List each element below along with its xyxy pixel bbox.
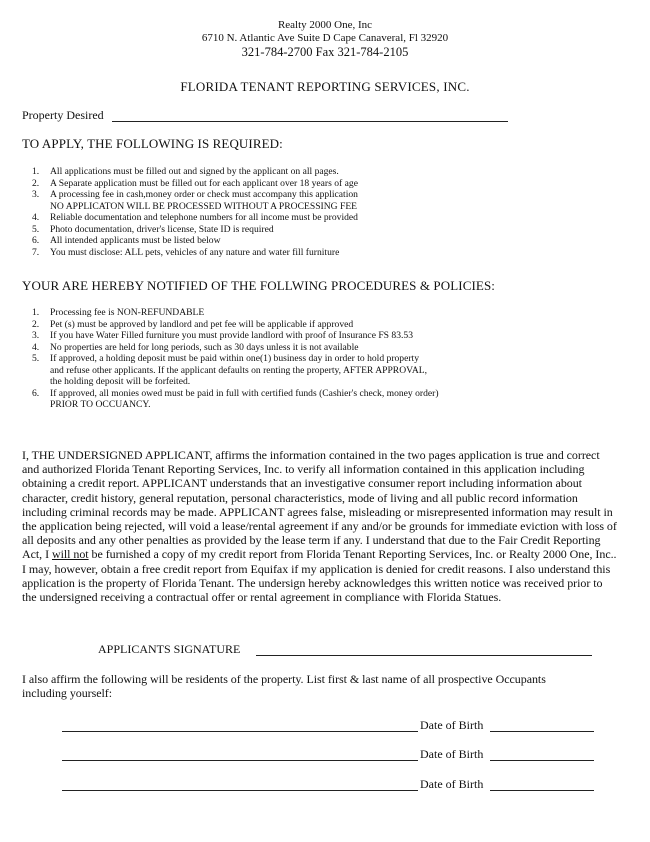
company-phone-fax: 321-784-2700 Fax 321-784-2105: [241, 45, 409, 59]
occupants-intro: I also affirm the following will be residents of the property. List first & last name of all prospective Occupants including yourself:: [22, 672, 546, 701]
list-item: 1. Processing fee is NON-REFUNDABLE: [32, 307, 205, 318]
dob-field[interactable]: [490, 760, 594, 761]
list-item: 2. Pet (s) must be approved by landlord and pet fee will be applicable if approved: [32, 318, 354, 330]
property-desired-label: Property Desired: [22, 108, 104, 122]
list-item: and refuse other applicants. If the applicant defaults on renting the property, AFTER APPROVAL,: [50, 364, 428, 376]
occupant-name-field[interactable]: [62, 760, 418, 761]
list-item: the holding deposit will be forfeited.: [50, 376, 191, 387]
will-not-emphasis: will not: [51, 547, 89, 562]
list-item: NO APPLICATON WILL BE PROCESSED WITHOUT A PROCESSING FEE: [50, 200, 358, 212]
requirements-list: [22, 166, 632, 258]
dob-label: Date of Birth: [420, 777, 484, 791]
list-item: 3. If you have Water Filled furniture you must provide landlord with proof of Insurance FS 83.53: [32, 330, 414, 341]
occupant-name-field[interactable]: [62, 731, 418, 732]
property-desired-field[interactable]: [112, 121, 508, 122]
dob-label: Date of Birth: [420, 747, 484, 761]
authorization-paragraph: I, THE UNDERSIGNED APPLICANT, affirms the information contained in the two pages application is true and correct and authorized Florida Tenant Reporting Services, Inc. to verify all information contained in this application including obtaining a credit report. APPLICANT understands that an investigative consumer report including information about character, credit history, general reputation, personal characteristics, mode of living and all public record information including criminal records may be made. APPLICANT agrees false, misleading or misrepresented information may result in the application being rejected, will void a lease/rental agreement if any and/or be grounds for immediate eviction with loss of all deposits and any other penalties as provided by the lease term if any. I understand that due to the Fair Credit Reporting Act, I will not be furnished a copy of my credit report from Florida Tenant Reporting Services, Inc. or Realty 2000 One, Inc.. I may, however, obtain a free credit report from Equifax if my application is denied for credit reasons. I also understand this application is the property of Florida Tenant. The undersign hereby acknowledges this written notice was received prior to the undersigned receiving a contractual offer or rental agreement in compliance with Florida Statues.: [22, 448, 617, 605]
list-item: 5. If approved, a holding deposit must be paid within one(1) business day in order to hold property: [32, 353, 420, 364]
company-name: Realty 2000 One, Inc: [277, 19, 373, 31]
signature-label: APPLICANTS SIGNATURE: [98, 642, 241, 656]
signature-field[interactable]: [256, 655, 592, 656]
dob-field[interactable]: [490, 790, 594, 791]
policies-heading: YOUR ARE HEREBY NOTIFIED OF THE FOLLWING PROCEDURES & POLICIES:: [22, 278, 495, 293]
dob-field[interactable]: [490, 731, 594, 732]
list-item: 4. No properties are held for long periods, such as 30 days unless it is not available: [32, 341, 359, 353]
list-item: 6. All intended applicants must be listed below: [32, 235, 221, 246]
document-subtitle: FLORIDA TENANT REPORTING SERVICES, INC.: [180, 79, 470, 94]
list-item: 6. If approved, all monies owed must be paid in full with certified funds (Cashier's check, money order): [32, 387, 439, 399]
list-item: 4. Reliable documentation and telephone numbers for all income must be provided: [32, 212, 358, 223]
list-item: 3. A processing fee in cash,money order or check must accompany this application: [32, 189, 358, 200]
company-address: 6710 N. Atlantic Ave Suite D Cape Canaveral, Fl 32920: [201, 32, 449, 44]
list-item: 1. All applications must be filled out and signed by the applicant on all pages.: [32, 166, 339, 177]
list-item: 2. A Separate application must be filled out for each applicant over 18 years of age: [32, 177, 358, 189]
dob-label: Date of Birth: [420, 718, 484, 732]
policies-list: [22, 307, 632, 411]
list-item: PRIOR TO OCCUANCY.: [50, 399, 151, 410]
requirements-heading: TO APPLY, THE FOLLOWING IS REQUIRED:: [22, 136, 283, 151]
list-item: 7. You must disclose: ALL pets, vehicles of any nature and water fill furniture: [32, 246, 340, 258]
list-item: 5. Photo documentation, driver's license, State ID is required: [32, 223, 274, 235]
occupant-name-field[interactable]: [62, 790, 418, 791]
